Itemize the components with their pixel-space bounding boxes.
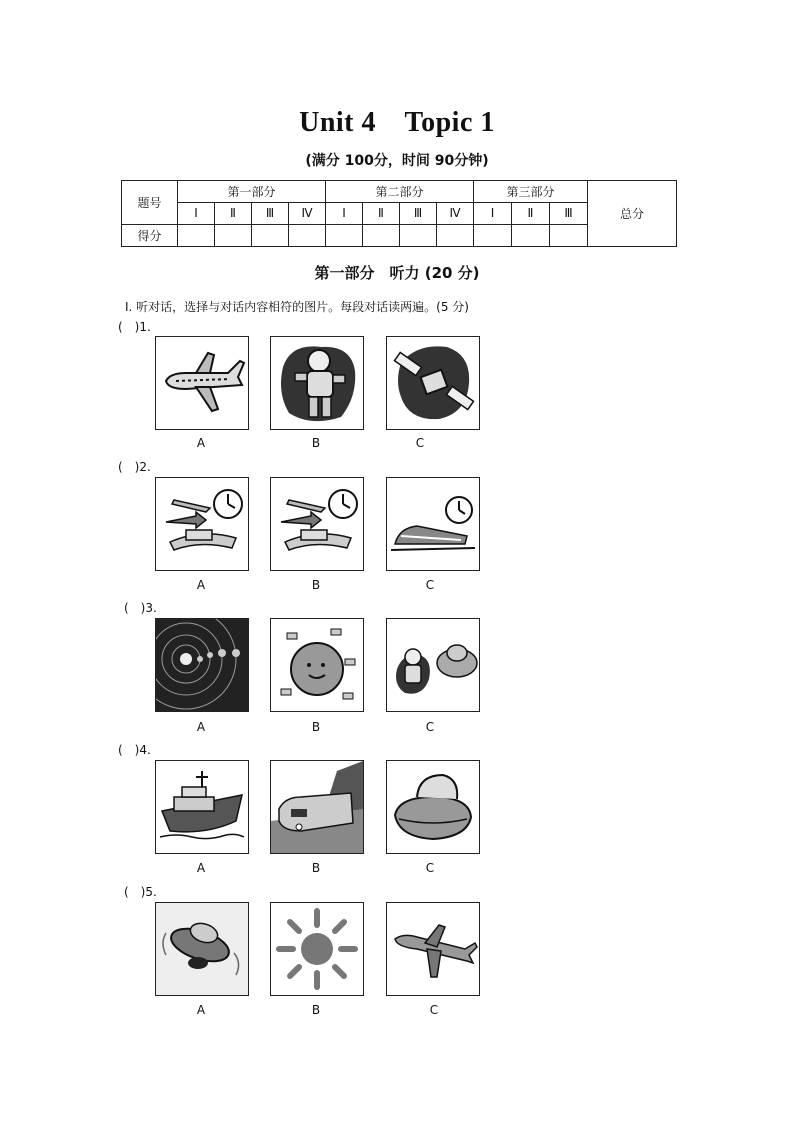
question-number[interactable]: ( )1.: [118, 320, 151, 334]
ship-icon[interactable]: [155, 760, 249, 854]
option-label: A: [196, 436, 206, 450]
score-cell[interactable]: [326, 225, 363, 247]
score-table-col: Ⅲ: [550, 203, 588, 225]
score-table-col: Ⅱ: [512, 203, 550, 225]
option-label: A: [196, 1003, 206, 1017]
train-clock-icon[interactable]: [386, 477, 480, 571]
option-label: C: [415, 436, 425, 450]
score-cell[interactable]: [289, 225, 326, 247]
option-label: B: [311, 1003, 321, 1017]
option-label: B: [311, 436, 321, 450]
score-cell[interactable]: [363, 225, 400, 247]
score-cell[interactable]: [215, 225, 252, 247]
score-table-total-header: 总分: [588, 181, 677, 247]
earth-satellites-icon[interactable]: [270, 618, 364, 712]
option-label: A: [196, 720, 206, 734]
solar-system-icon[interactable]: [155, 618, 249, 712]
score-table-col: Ⅳ: [437, 203, 474, 225]
score-table-part1-header: 第一部分: [178, 181, 326, 203]
astronaut-icon[interactable]: [270, 336, 364, 430]
score-table-score-label: 得分: [122, 225, 178, 247]
score-cell[interactable]: [400, 225, 437, 247]
section-instruction: Ⅰ. 听对话，选择与对话内容相符的图片。每段对话读两遍。(5 分): [125, 300, 469, 314]
score-cell[interactable]: [252, 225, 289, 247]
score-table-part2-header: 第二部分: [326, 181, 474, 203]
jet-plane-icon[interactable]: [386, 902, 480, 996]
option-label: A: [196, 861, 206, 875]
score-cell[interactable]: [178, 225, 215, 247]
score-table-col: Ⅰ: [178, 203, 215, 225]
score-table-col: Ⅲ: [252, 203, 289, 225]
option-label: B: [311, 720, 321, 734]
question-number[interactable]: ( )5.: [124, 885, 157, 899]
page-subtitle: (满分 100分，时间 90分钟): [305, 153, 489, 169]
question-number[interactable]: ( )3.: [124, 601, 157, 615]
score-table-col: Ⅰ: [326, 203, 363, 225]
score-cell[interactable]: [550, 225, 588, 247]
option-label: C: [429, 1003, 439, 1017]
score-table-col: Ⅲ: [400, 203, 437, 225]
astronaut-ufo-icon[interactable]: [386, 618, 480, 712]
option-label: A: [196, 578, 206, 592]
satellite-icon[interactable]: [386, 336, 480, 430]
option-label: B: [311, 861, 321, 875]
question-number[interactable]: ( )4.: [118, 743, 151, 757]
score-cell[interactable]: [512, 225, 550, 247]
section-title: 第一部分 听力 (20 分): [314, 264, 480, 282]
question-number[interactable]: ( )2.: [118, 460, 151, 474]
ufo-icon[interactable]: [386, 760, 480, 854]
score-table-col: Ⅳ: [289, 203, 326, 225]
train-mountain-icon[interactable]: [270, 760, 364, 854]
spinning-ufo-icon[interactable]: [155, 902, 249, 996]
score-table-question-header: 题号: [122, 181, 178, 225]
score-table: [121, 180, 677, 247]
score-table-col: Ⅰ: [474, 203, 512, 225]
option-label: B: [311, 578, 321, 592]
score-cell[interactable]: [437, 225, 474, 247]
score-table-part3-header: 第三部分: [474, 181, 588, 203]
score-cell[interactable]: [474, 225, 512, 247]
page-title: Unit 4 Topic 1: [299, 107, 495, 138]
travel-clock-icon[interactable]: [155, 477, 249, 571]
sun-icon[interactable]: [270, 902, 364, 996]
option-label: C: [425, 861, 435, 875]
score-table-col: Ⅱ: [215, 203, 252, 225]
travel-clock-icon[interactable]: [270, 477, 364, 571]
airplane-icon[interactable]: [155, 336, 249, 430]
score-table-col: Ⅱ: [363, 203, 400, 225]
option-label: C: [425, 578, 435, 592]
option-label: C: [425, 720, 435, 734]
